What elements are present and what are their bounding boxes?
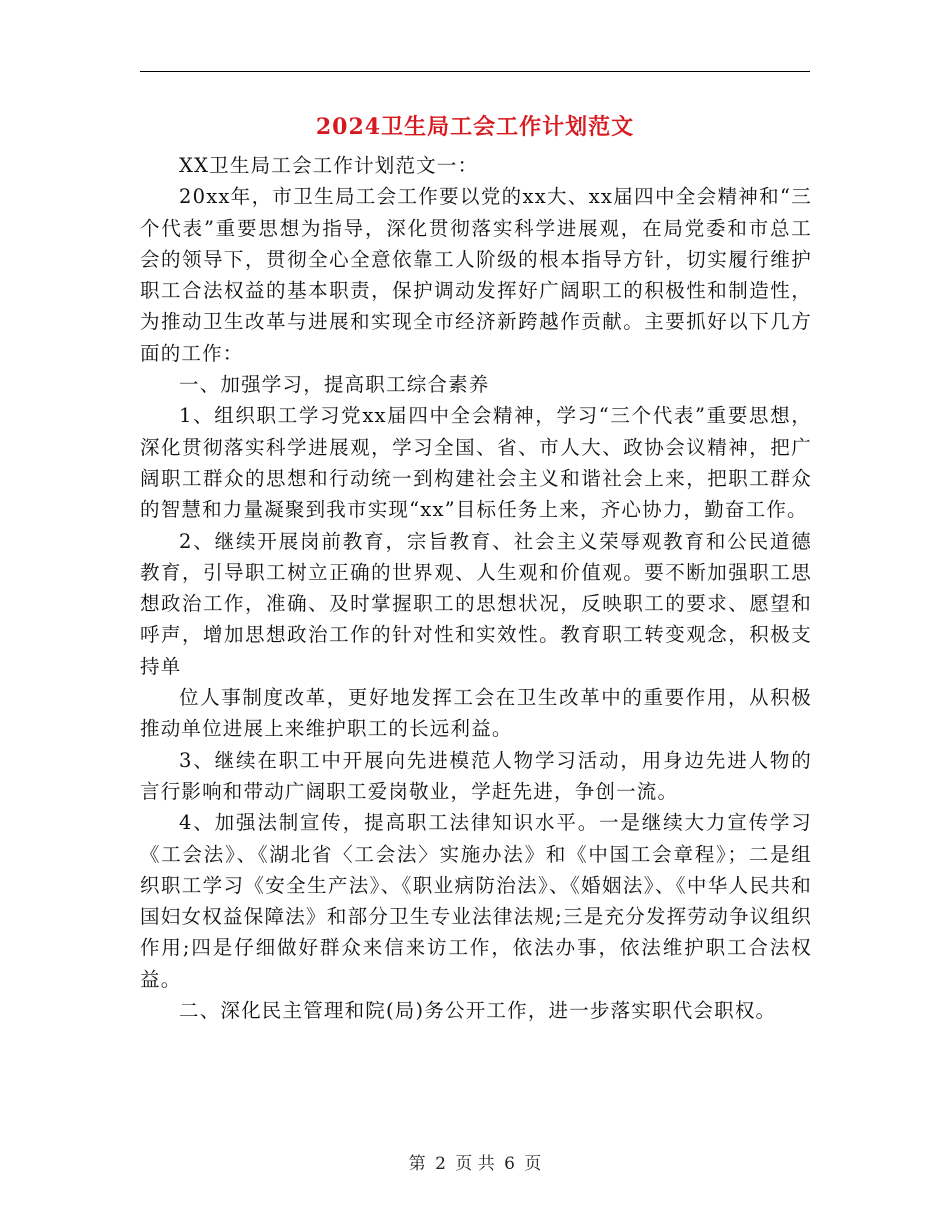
header-rule <box>140 71 810 72</box>
page-footer <box>0 1152 950 1176</box>
footer-middle: 页 共 <box>455 1154 495 1174</box>
section-heading-2: 二、深化民主管理和院(局)务公开工作，进一步落实职代会职权。 <box>179 999 777 1023</box>
footer-total-pages: 6 <box>504 1154 515 1174</box>
paragraph-subtitle: XX卫生局工会工作计划范文一： <box>179 154 479 177</box>
paragraph-item-2-continued: 位人事制度改革，更好地发挥工会在卫生改革中的重要作用，从积极推动单位进展上来维护职工的长远利益。 <box>140 686 812 741</box>
footer-current-page: 2 <box>435 1154 446 1174</box>
document-title: 2024卫生局工会工作计划范文 <box>315 114 635 140</box>
footer-suffix: 页 <box>524 1154 542 1174</box>
section-heading-1: 一、加强学习，提高职工综合素养 <box>179 373 490 397</box>
paragraph-intro: 20xx年，市卫生局工会工作要以党的xx大、xx届四中全会精神和“三个代表”重要思想为指导，深化贯彻落实科学进展观，在局党委和市总工会的领导下，贯彻全心全意依靠工人阶级的根本指导方针，切实履行维护职工合法权益的基本职责，保护调动发挥好广阔职工的积极性和制造性，为推动卫生改革与进展和实现全市经济新跨越作贡献。主要抓好以下几方面的工作： <box>140 185 812 365</box>
paragraph-item-2: 2、继续开展岗前教育，宗旨教育、社会主义荣辱观教育和公民道德教育，引导职工树立正确的世界观、人生观和价值观。要不断加强职工思想政治工作，准确、及时掌握职工的思想状况，反映职工的要求、愿望和呼声，增加思想政治工作的针对性和实效性。教育职工转变观念，积极支持单 <box>140 529 812 678</box>
paragraph-item-1: 1、组织职工学习党xx届四中全会精神，学习“三个代表”重要思想，深化贯彻落实科学进展观，学习全国、省、市人大、政协会议精神，把广阔职工群众的思想和行动统一到构建社会主义和谐社会上来，把职工群众的智慧和力量凝聚到我市实现“xx”目标任务上来，齐心协力，勤奋工作。 <box>140 404 812 522</box>
document-body <box>140 150 812 1026</box>
paragraph-item-4: 4、加强法制宣传，提高职工法律知识水平。一是继续大力宣传学习《工会法》、《湖北省〈工会法〉实施办法》和《中国工会章程》；二是组织职工学习《安全生产法》、《职业病防治法》、《婚姻法》、《中华人民共和国妇女权益保障法》和部分卫生专业法律法规;三是充分发挥劳动争议组织作用;四是仔细做好群众来信来访工作，依法办事，依法维护职工合法权益。 <box>140 811 812 991</box>
footer-prefix: 第 <box>408 1154 426 1174</box>
paragraph-item-3: 3、继续在职工中开展向先进模范人物学习活动，用身边先进人物的言行影响和带动广阔职工爱岗敬业，学赶先进，争创一流。 <box>140 748 812 803</box>
